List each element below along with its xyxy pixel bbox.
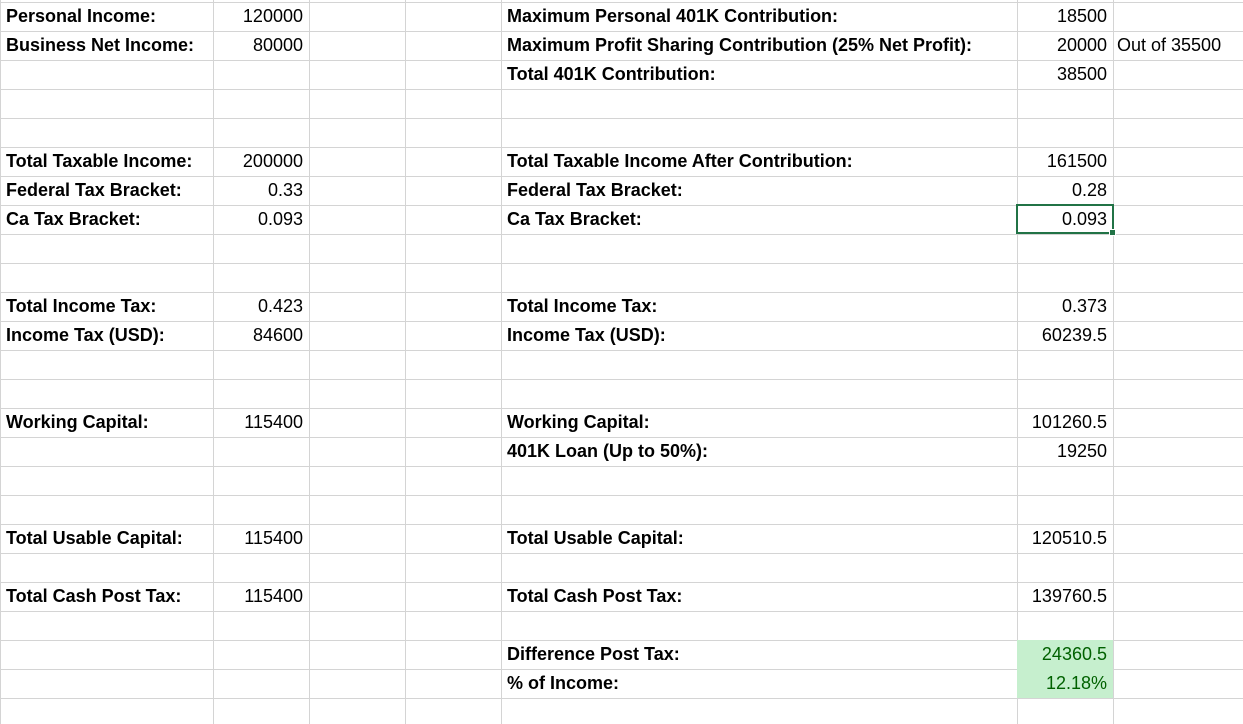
percent-of-income-label[interactable]: % of Income: bbox=[507, 673, 620, 693]
working-capital-value[interactable]: 115400 bbox=[244, 412, 303, 432]
difference-post-tax-label[interactable]: Difference Post Tax: bbox=[507, 644, 680, 664]
income-tax-usd-value[interactable]: 84600 bbox=[252, 325, 303, 345]
income-tax-usd-after-value[interactable]: 60239.5 bbox=[1041, 325, 1107, 345]
working-capital-after-value[interactable]: 101260.5 bbox=[1031, 412, 1107, 432]
business-net-income-label[interactable]: Business Net Income: bbox=[6, 35, 195, 55]
gridline bbox=[0, 234, 1243, 235]
total-401k-value[interactable]: 38500 bbox=[1056, 64, 1107, 84]
max-personal-401k-value[interactable]: 18500 bbox=[1056, 6, 1107, 26]
max-profit-sharing-value[interactable]: 20000 bbox=[1056, 35, 1107, 55]
401k-loan-value[interactable]: 19250 bbox=[1056, 441, 1107, 461]
percent-of-income-value[interactable]: 12.18% bbox=[1045, 673, 1107, 693]
total-usable-capital-after-value[interactable]: 120510.5 bbox=[1031, 528, 1107, 548]
gridline bbox=[0, 89, 1243, 90]
taxable-after-contribution-value[interactable]: 161500 bbox=[1046, 151, 1107, 171]
ca-tax-bracket-after-value[interactable]: 0.093 bbox=[1061, 209, 1107, 229]
gridline bbox=[213, 0, 214, 724]
401k-loan-label[interactable]: 401K Loan (Up to 50%): bbox=[507, 441, 709, 461]
difference-post-tax-value[interactable]: 24360.5 bbox=[1041, 644, 1107, 664]
gridline bbox=[0, 350, 1243, 351]
gridline bbox=[0, 495, 1243, 496]
max-profit-sharing-label[interactable]: Maximum Profit Sharing Contribution (25% Net Profit): bbox=[507, 35, 973, 55]
gridline bbox=[0, 553, 1243, 554]
total-taxable-income-label[interactable]: Total Taxable Income: bbox=[6, 151, 193, 171]
total-income-tax-after-value[interactable]: 0.373 bbox=[1061, 296, 1107, 316]
taxable-after-contribution-label[interactable]: Total Taxable Income After Contribution: bbox=[507, 151, 853, 171]
gridline bbox=[0, 698, 1243, 699]
total-401k-label[interactable]: Total 401K Contribution: bbox=[507, 64, 716, 84]
income-tax-usd-label[interactable]: Income Tax (USD): bbox=[6, 325, 165, 345]
total-cash-post-tax-after-label[interactable]: Total Cash Post Tax: bbox=[507, 586, 683, 606]
gridline bbox=[501, 0, 502, 724]
total-cash-post-tax-label[interactable]: Total Cash Post Tax: bbox=[6, 586, 182, 606]
federal-tax-bracket-after-label[interactable]: Federal Tax Bracket: bbox=[507, 180, 683, 200]
working-capital-after-label[interactable]: Working Capital: bbox=[507, 412, 650, 432]
gridline bbox=[0, 466, 1243, 467]
total-cash-post-tax-after-value[interactable]: 139760.5 bbox=[1031, 586, 1107, 606]
federal-tax-bracket-label[interactable]: Federal Tax Bracket: bbox=[6, 180, 182, 200]
federal-tax-bracket-after-value[interactable]: 0.28 bbox=[1071, 180, 1107, 200]
gridline bbox=[0, 118, 1243, 119]
total-usable-capital-label[interactable]: Total Usable Capital: bbox=[6, 528, 183, 548]
max-personal-401k-label[interactable]: Maximum Personal 401K Contribution: bbox=[507, 6, 839, 26]
total-income-tax-label[interactable]: Total Income Tax: bbox=[6, 296, 157, 316]
personal-income-label[interactable]: Personal Income: bbox=[6, 6, 157, 26]
total-income-tax-after-label[interactable]: Total Income Tax: bbox=[507, 296, 658, 316]
fill-handle[interactable] bbox=[1109, 229, 1116, 236]
ca-tax-bracket-label[interactable]: Ca Tax Bracket: bbox=[6, 209, 141, 229]
gridline bbox=[1113, 0, 1114, 724]
ca-tax-bracket-after-label[interactable]: Ca Tax Bracket: bbox=[507, 209, 642, 229]
gridline bbox=[0, 611, 1243, 612]
gridline bbox=[1017, 0, 1018, 724]
profit-sharing-note[interactable]: Out of 35500 bbox=[1117, 35, 1222, 55]
total-usable-capital-after-label[interactable]: Total Usable Capital: bbox=[507, 528, 684, 548]
total-income-tax-value[interactable]: 0.423 bbox=[257, 296, 303, 316]
total-cash-post-tax-value[interactable]: 115400 bbox=[244, 586, 303, 606]
total-taxable-income-value[interactable]: 200000 bbox=[242, 151, 303, 171]
gridline bbox=[0, 0, 1, 724]
income-tax-usd-after-label[interactable]: Income Tax (USD): bbox=[507, 325, 666, 345]
business-net-income-value[interactable]: 80000 bbox=[252, 35, 303, 55]
ca-tax-bracket-value[interactable]: 0.093 bbox=[257, 209, 303, 229]
federal-tax-bracket-value[interactable]: 0.33 bbox=[267, 180, 303, 200]
gridline bbox=[0, 263, 1243, 264]
personal-income-value[interactable]: 120000 bbox=[242, 6, 303, 26]
gridline bbox=[0, 379, 1243, 380]
working-capital-label[interactable]: Working Capital: bbox=[6, 412, 149, 432]
total-usable-capital-value[interactable]: 115400 bbox=[244, 528, 303, 548]
gridline bbox=[309, 0, 310, 724]
active-cell-selection[interactable] bbox=[1016, 204, 1114, 234]
gridline bbox=[405, 0, 406, 724]
